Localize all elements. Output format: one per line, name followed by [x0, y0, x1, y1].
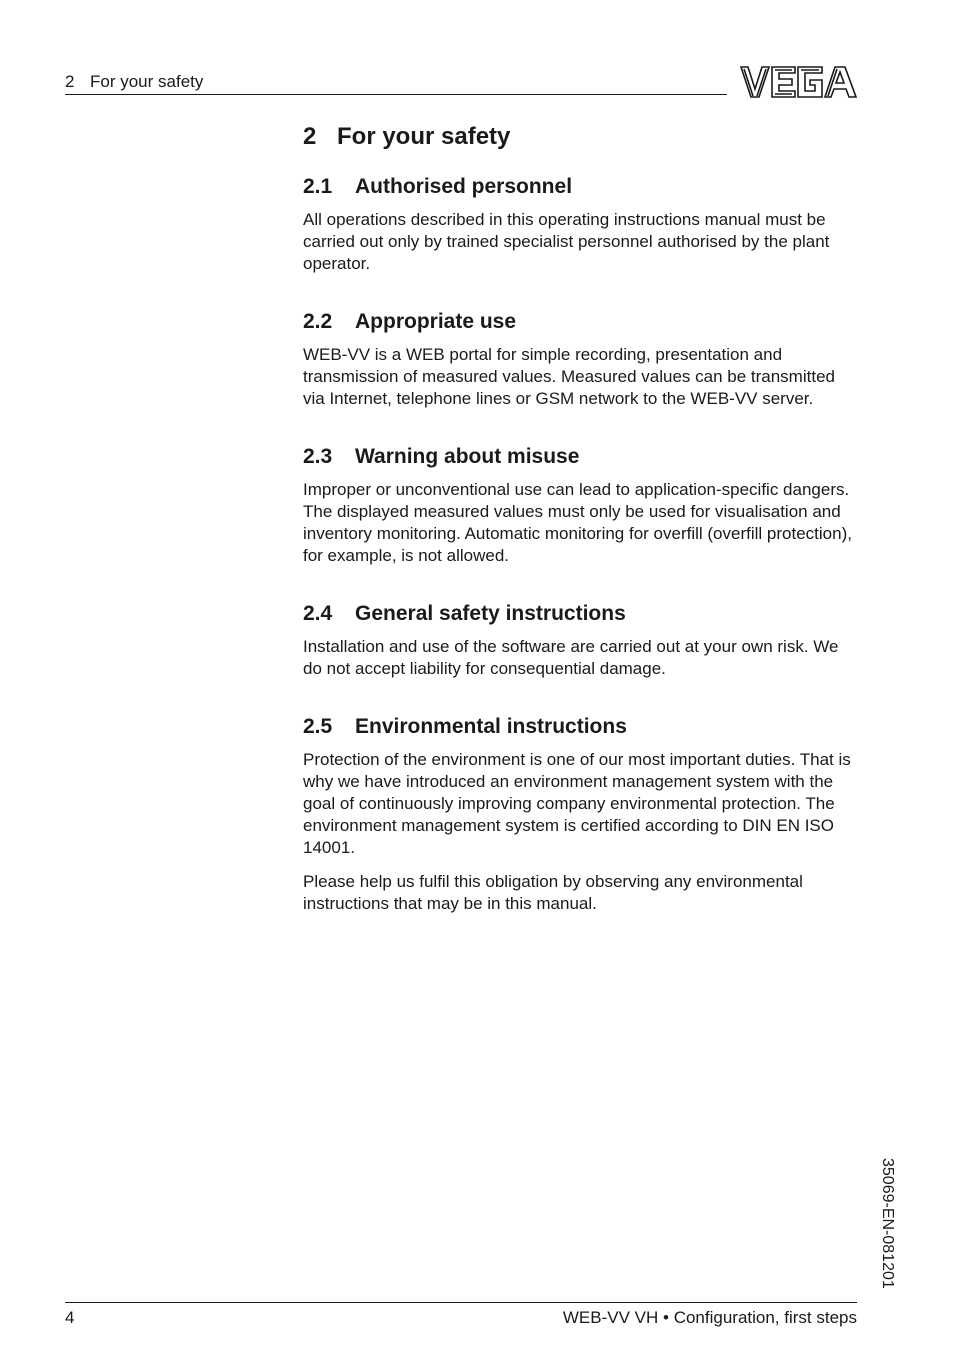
section-title: Appropriate use	[355, 310, 517, 333]
running-header	[65, 72, 203, 92]
section-number: 2.3	[303, 445, 333, 468]
section-paragraph: WEB-VV is a WEB portal for simple recording, presentation and transmission of measured values. Measured values can be transmitted via Internet, telephone lines or GSM network to the WEB-VV server.	[303, 345, 835, 408]
footer-title: WEB-VV VH • Configuration, first steps	[562, 1308, 857, 1327]
section-paragraph: Please help us fulfil this obligation by observing any environmental instructions that may be in this manual.	[303, 872, 803, 913]
section-number: 2.2	[303, 310, 333, 333]
section-heading	[303, 443, 861, 471]
section-appropriate-use	[303, 308, 861, 410]
section-heading	[303, 173, 861, 201]
section-general-safety-instructions	[303, 600, 861, 680]
section-paragraph: Protection of the environment is one of our most important duties. That is why we have introduced an environment management system with the goal of continuously improving company environmental protection. The environment management system is certified according to DIN EN ISO 14001.	[303, 750, 851, 857]
footer-rule	[65, 1302, 857, 1303]
chapter-heading	[303, 121, 861, 153]
section-number: 2.4	[303, 602, 333, 625]
chapter-number: 2	[303, 123, 317, 150]
section-title: General safety instructions	[355, 602, 626, 625]
section-environmental-instructions	[303, 713, 861, 915]
section-title: Environmental instructions	[355, 715, 627, 738]
document-code: 35069-EN-081201	[879, 1158, 896, 1289]
page-number: 4	[65, 1308, 75, 1327]
vega-logo	[740, 65, 858, 99]
section-warning-about-misuse	[303, 443, 861, 567]
section-title: Warning about misuse	[355, 445, 580, 468]
running-header-title: For your safety	[90, 72, 204, 91]
chapter-title: For your safety	[337, 123, 511, 150]
section-title: Authorised personnel	[355, 175, 573, 198]
main-content	[303, 121, 861, 915]
running-header-number: 2	[65, 72, 75, 91]
section-paragraph: All operations described in this operating instructions manual must be carried out only by trained specialist personnel authorised by the plant operator.	[303, 210, 830, 273]
section-paragraph: Improper or unconventional use can lead to application-specific dangers. The displayed measured values must only be used for visualisation and inventory monitoring. Automatic monitoring for overfill (overfill protection), for example, is not allowed.	[303, 480, 852, 565]
section-paragraph: Installation and use of the software are carried out at your own risk. We do not accept liability for consequential damage.	[303, 637, 839, 678]
section-authorised-personnel	[303, 173, 861, 275]
header-rule	[65, 94, 727, 95]
section-number: 2.5	[303, 715, 333, 738]
section-heading	[303, 308, 861, 336]
section-heading	[303, 600, 861, 628]
section-heading	[303, 713, 861, 741]
section-number: 2.1	[303, 175, 333, 198]
